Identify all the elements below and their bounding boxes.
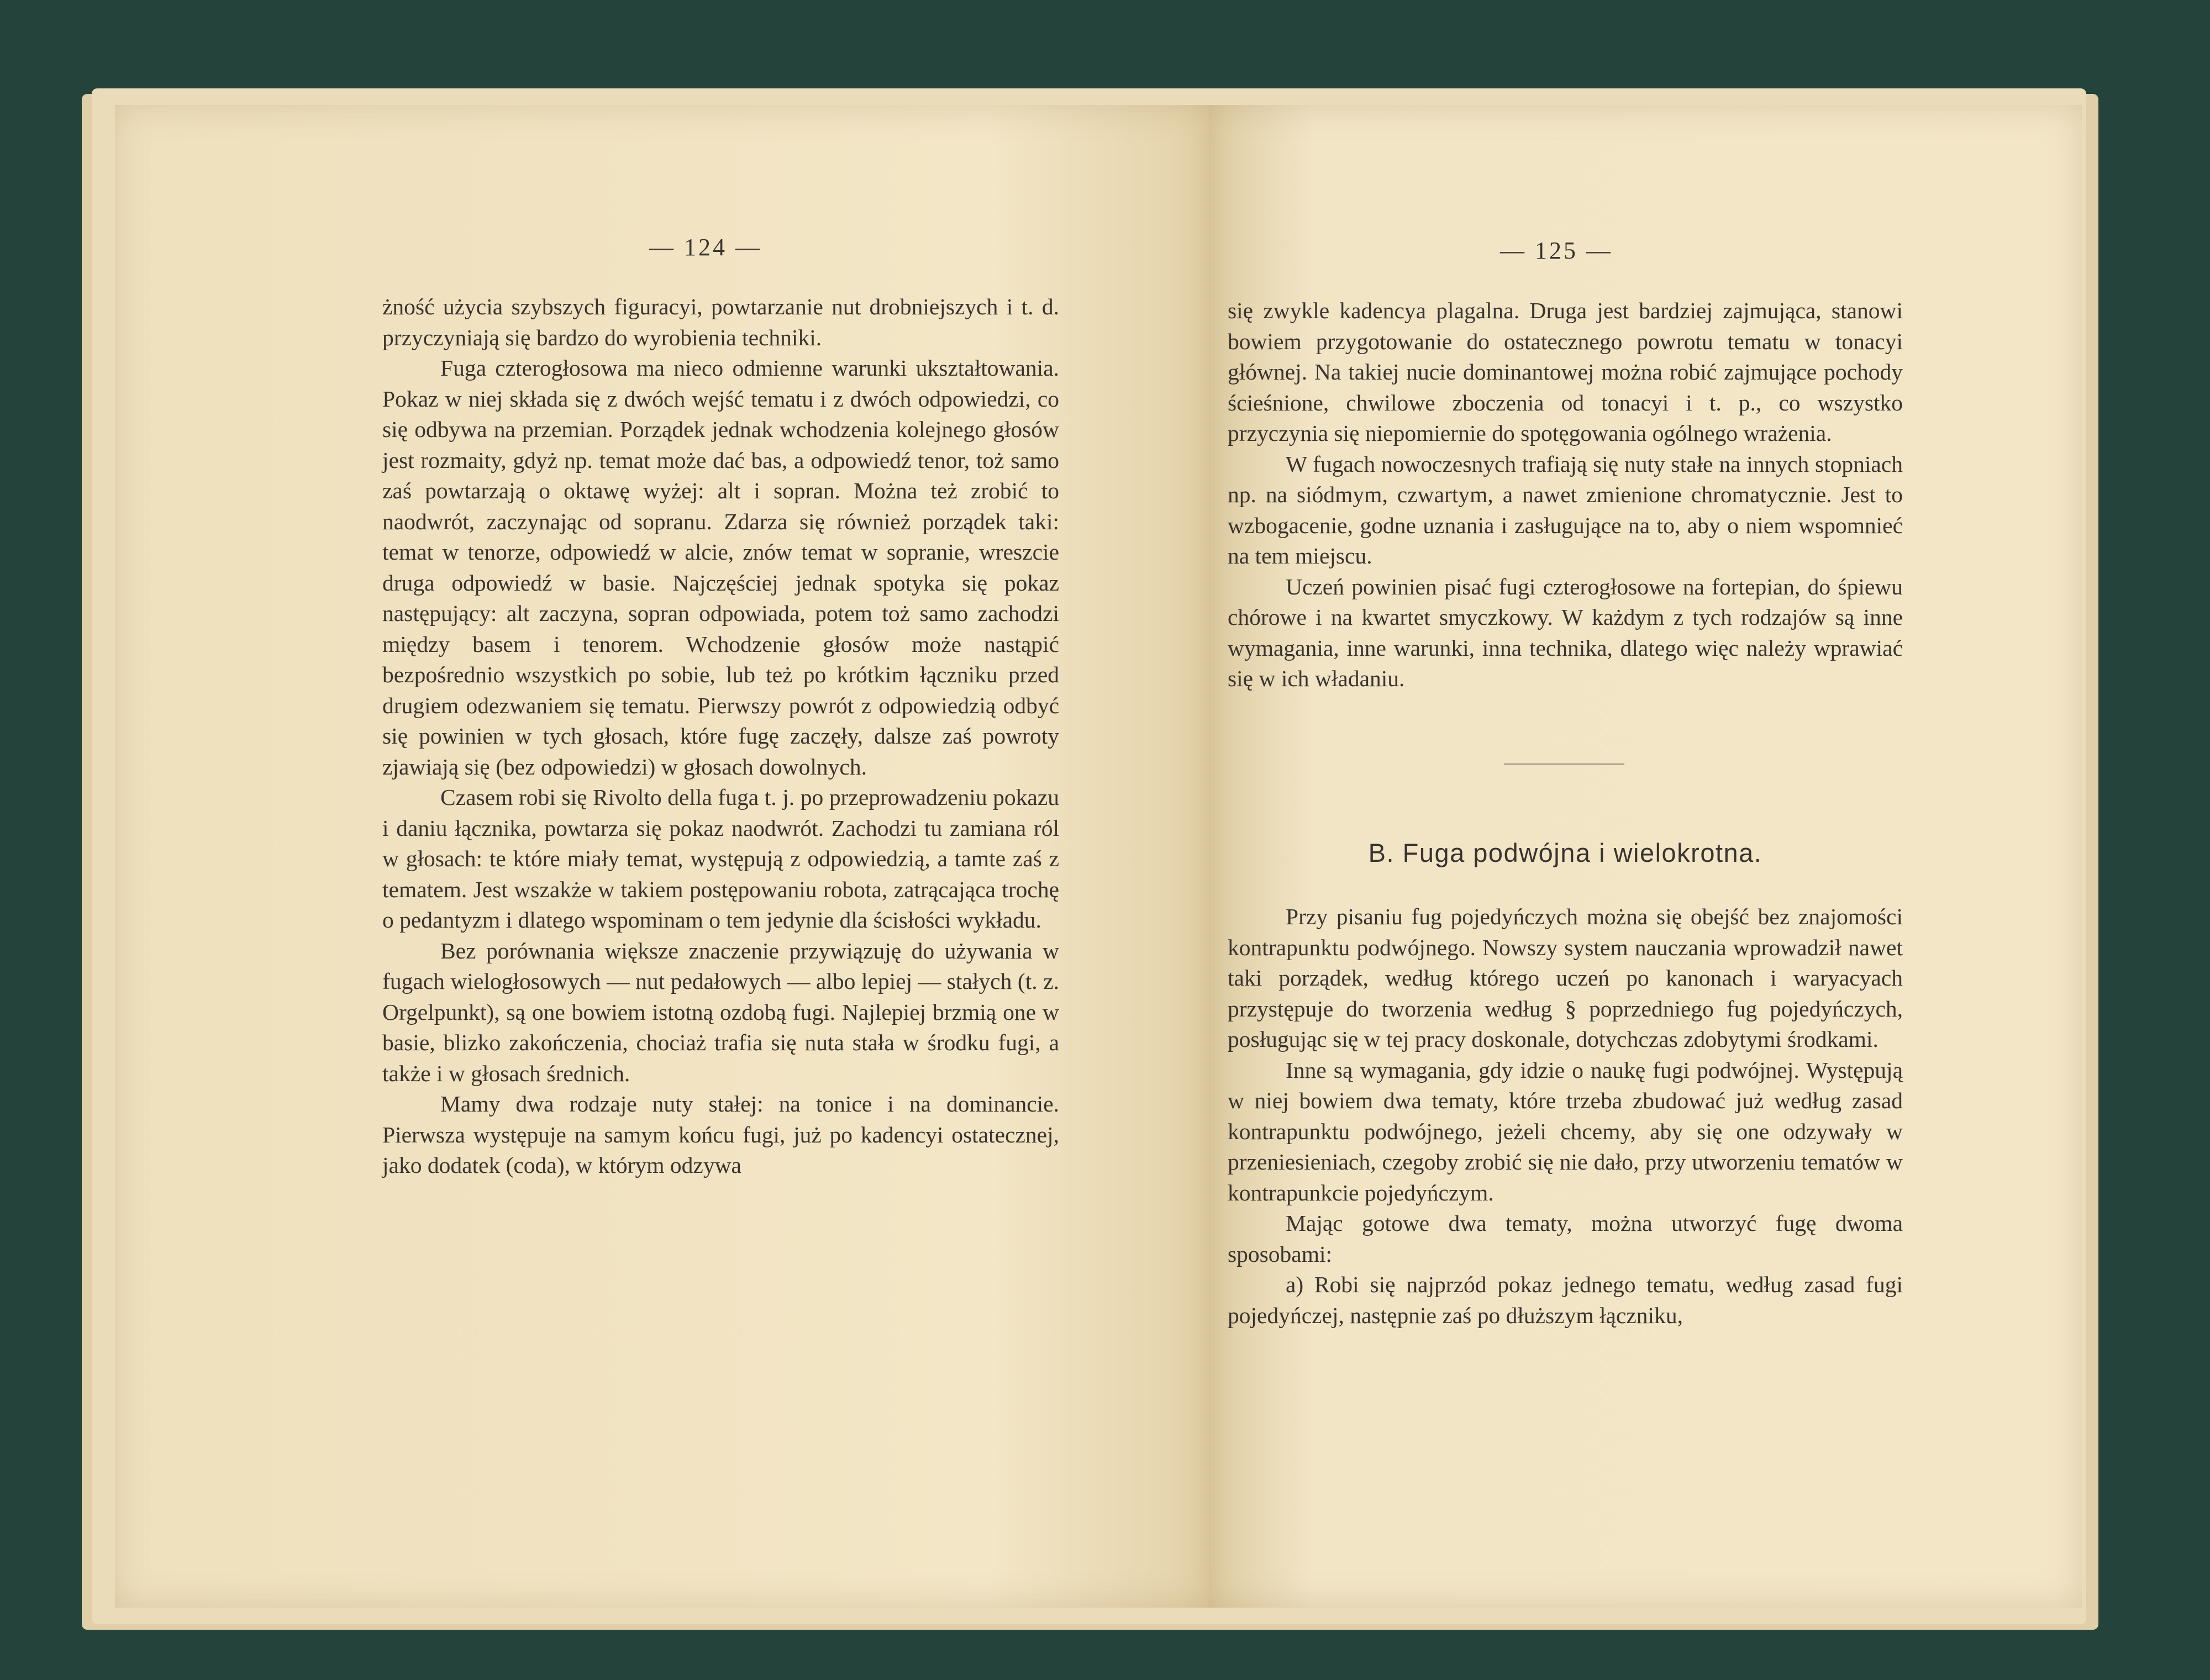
paragraph: a) Robi się najprzód pokaz jednego tematu, według zasad fugi pojedyńczej, następnie zaś po dłuższym łączniku, [1228,1272,1903,1328]
paragraph: Mamy dwa rodzaje nuty stałej: na tonice i na dominancie. Pierwsza występuje na samym końcu fugi, już po kadencyi ostatecznej, jako dodatek (coda), w którym odzywa [382,1091,1059,1178]
paragraph: Inne są wymagania, gdy idzie o naukę fugi podwójnej. Występują w niej bowiem dwa tematy, które trzeba zbudować już według zasad kontrapunktu podwójnego, jeżeli chcemy, aby się one odzywały w przeniesieniach, czegoby zrobić się nie dało, przy utworzeniu tematów w kontrapunkcie pojedyńczym. [1228,1057,1903,1205]
paragraph: Mając gotowe dwa tematy, można utworzyć fugę dwoma sposobami: [1228,1210,1903,1267]
page-number-right: — 125 — [1500,237,1613,264]
right-text-column [1228,296,1903,694]
right-text-column-section [1228,902,1903,1331]
section-heading: B. Fuga podwójna i wielokrotna. [1368,838,1762,867]
paragraph: Przy pisaniu fug pojedyńczych można się obejść bez znajomości kontrapunktu podwójnego. Nowszy system nauczania wprowadził nawet taki porządek, według którego uczeń po kanonach i waryacyach przystępuje do tworzenia według § poprzedniego fug pojedyńczych, posługując się w tej pracy doskonale, dotychczas zdobytymi środkami. [1228,904,1903,1052]
left-text-column [382,292,1059,1181]
paragraph: się zwykle kadencya plagalna. Druga jest bardziej zajmująca, stanowi bowiem przygotowanie do ostatecznego powrotu tematu w tonacyi głównej. Na takiej nucie dominantowej można robić zajmujące pochody ścieśnione, chwilowe zboczenia od tonacyi i t. p., co wszystko przyczynia się niepomiernie do spotęgowania ogólnego wrażenia. [1228,298,1903,446]
paragraph: Bez porównania większe znaczenie przywiązuję do używania w fugach wielogłosowych — nut pedałowych — albo lepiej — stałych (t. z. Orgelpunkt), są one bowiem istotną ozdobą fugi. Najlepiej brzmią one w basie, blizko zakończenia, chociaż trafia się nuta stała w środku fugi, a także i w głosach średnich. [382,938,1059,1086]
section-divider [1504,763,1624,765]
paragraph: W fugach nowoczesnych trafiają się nuty stałe na innych stopniach np. na siódmym, czwartym, a nawet zmienione chromatycznie. Jest to wzbogacenie, godne uznania i zasługujące na to, aby o niem wspomnieć na tem miejscu. [1228,451,1903,568]
page-number-left: — 124 — [649,234,762,261]
paragraph: żność użycia szybszych figuracyi, powtarzanie nut drobniejszych i t. d. przyczyniają się bardzo do wyrobienia techniki. [382,294,1059,350]
paragraph: Uczeń powinien pisać fugi czterogłosowe na fortepian, do śpiewu chórowe i na kwartet smyczkowy. W każdym z tych rodzajów są inne wymagania, inne warunki, inna technika, dlatego więc należy wprawiać się w ich władaniu. [1228,573,1903,691]
paragraph: Fuga czterogłosowa ma nieco odmienne warunki ukształtowania. Pokaz w niej składa się z dwóch wejść tematu i z dwóch odpowiedzi, co się odbywa na przemian. Porządek jednak wchodzenia kolejnego głosów jest rozmaity, gdyż np. temat może dać bas, a odpowiedź tenor, toż samo zaś powtarzają o oktawę wyżej: alt i sopran. Można też zrobić to naodwrót, zaczynając od sopranu. Zdarza się również porządek taki: temat w tenorze, odpowiedź w alcie, znów temat w sopranie, wreszcie druga odpowiedź w basie. Najczęściej jednak spotyka się pokaz następujący: alt zaczyna, sopran odpowiada, potem toż samo zachodzi między basem i tenorem. Wchodzenie głosów może nastąpić bezpośrednio wszystkich po sobie, lub też po krótkim łączniku przed drugiem odezwaniem się tematu. Pierwszy powrót z odpowiedzią odbyć się powinien w tych głosach, które fugę zaczęły, dalsze zaś powroty zjawiają się (bez odpowiedzi) w głosach dowolnych. [382,355,1059,780]
paragraph: Czasem robi się Rivolto della fuga t. j. po przeprowadzeniu pokazu i daniu łącznika, powtarza się pokaz naodwrót. Zachodzi tu zamiana ról w głosach: te które miały temat, występują z odpowiedzią, a tamte zaś z tematem. Jest wszakże w takiem postępowaniu robota, zatrącająca trochę o pedantyzm i dlatego wspominam o tem jedynie dla ścisłości wykładu. [382,784,1059,933]
